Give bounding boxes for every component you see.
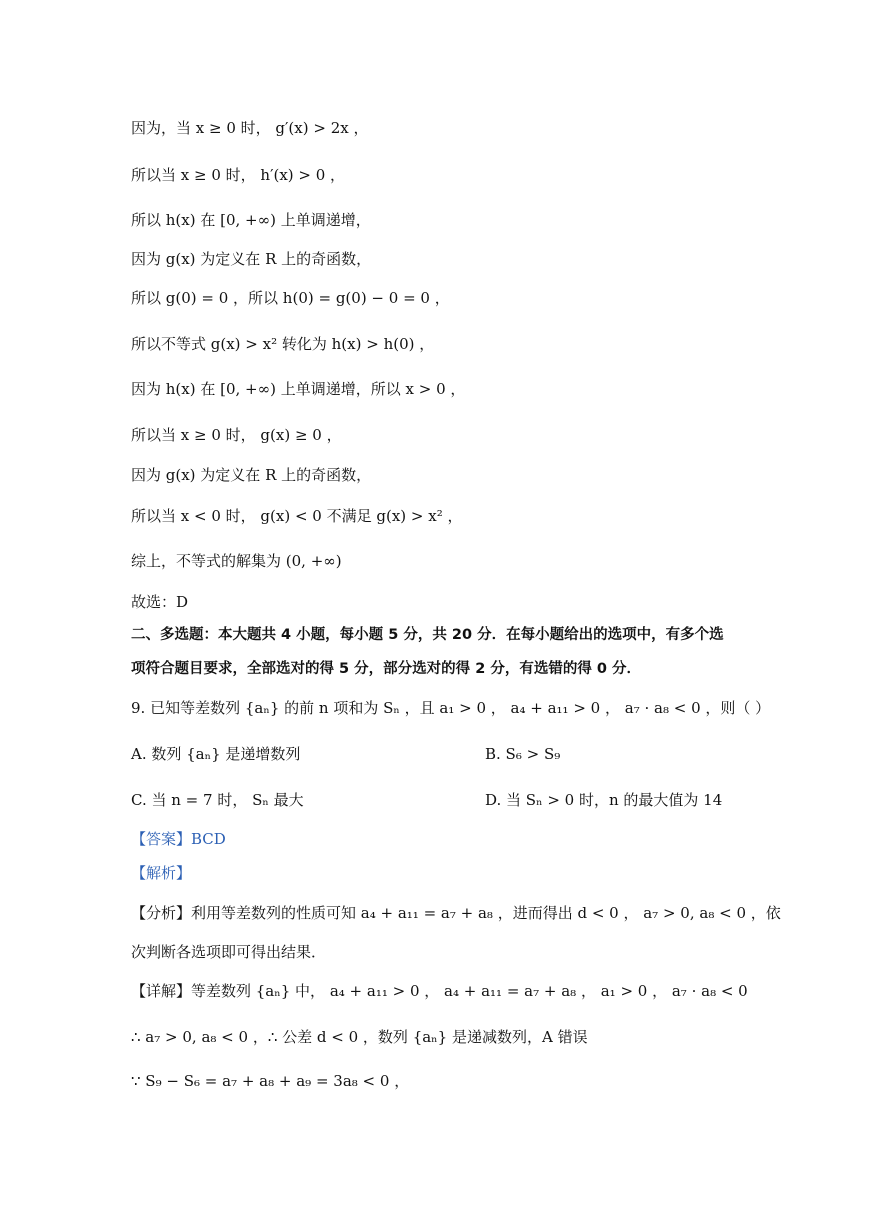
section-heading-line-2: 项符合题目要求，全部选对的得 5 分，部分选对的得 2 分，有选错的得 0 分． (131, 661, 642, 677)
solution-line-6: 所以不等式 g(x) > x² 转化为 h(x) > h(0) ， (131, 335, 435, 353)
solution-line-5: 所以 g(0) = 0 ，所以 h(0) = g(0) − 0 = 0 ， (131, 289, 450, 307)
analysis-line-3: 【详解】等差数列 {aₙ} 中， a₄ + a₁₁ > 0 ， a₄ + a₁₁ = a₇ + a₈ ， a₁ > 0 ， a₇ · a₈ < 0 (131, 982, 748, 1000)
solution-line-9: 因为 g(x) 为定义在 R 上的奇函数， (131, 466, 372, 484)
analysis-label: 【解析】 (131, 864, 192, 882)
solution-line-2: 所以当 x ≥ 0 时， h′(x) > 0 ， (131, 166, 346, 184)
question-9: 9. 已知等差数列 {aₙ} 的前 n 项和为 Sₙ ，且 a₁ > 0 ， a₄ + a₁₁ > 0 ， a₇ · a₈ < 0 ，则（ ） (131, 699, 771, 717)
solution-line-12: 故选：D (131, 593, 189, 611)
option-a: A. 数列 {aₙ} 是递增数列 (131, 745, 301, 763)
option-b: B. S₆ > S₉ (485, 745, 561, 763)
solution-line-3: 所以 h(x) 在 [0, +∞) 上单调递增， (131, 211, 371, 229)
solution-line-10: 所以当 x < 0 时， g(x) < 0 不满足 g(x) > x² ， (131, 507, 463, 525)
solution-line-8: 所以当 x ≥ 0 时， g(x) ≥ 0 ， (131, 426, 342, 444)
analysis-line-1: 【分析】利用等差数列的性质可知 a₄ + a₁₁ = a₇ + a₈ ，进而得出 d < 0 ， a₇ > 0, a₈ < 0 ，依 (131, 904, 781, 922)
solution-line-4: 因为 g(x) 为定义在 R 上的奇函数， (131, 250, 372, 268)
solution-line-1: 因为，当 x ≥ 0 时， g′(x) > 2x ， (131, 119, 369, 137)
solution-line-11: 综上，不等式的解集为 (0, +∞) (131, 552, 342, 570)
option-c: C. 当 n = 7 时， Sₙ 最大 (131, 791, 304, 809)
section-heading-line-1: 二、多选题：本大题共 4 小题，每小题 5 分，共 20 分．在每小题给出的选项中，有多个选 (131, 627, 724, 643)
option-d: D. 当 Sₙ > 0 时，n 的最大值为 14 (485, 791, 723, 809)
solution-line-7: 因为 h(x) 在 [0, +∞) 上单调递增，所以 x > 0 ， (131, 380, 466, 398)
analysis-line-5: ∵ S₉ − S₆ = a₇ + a₈ + a₉ = 3a₈ < 0 ， (131, 1072, 410, 1090)
answer-label: 【答案】BCD (131, 830, 226, 848)
analysis-line-2: 次判断各选项即可得出结果． (131, 943, 327, 961)
analysis-line-4: ∴ a₇ > 0, a₈ < 0 ，∴ 公差 d < 0 ，数列 {aₙ} 是递减数列，A 错误 (131, 1028, 588, 1046)
